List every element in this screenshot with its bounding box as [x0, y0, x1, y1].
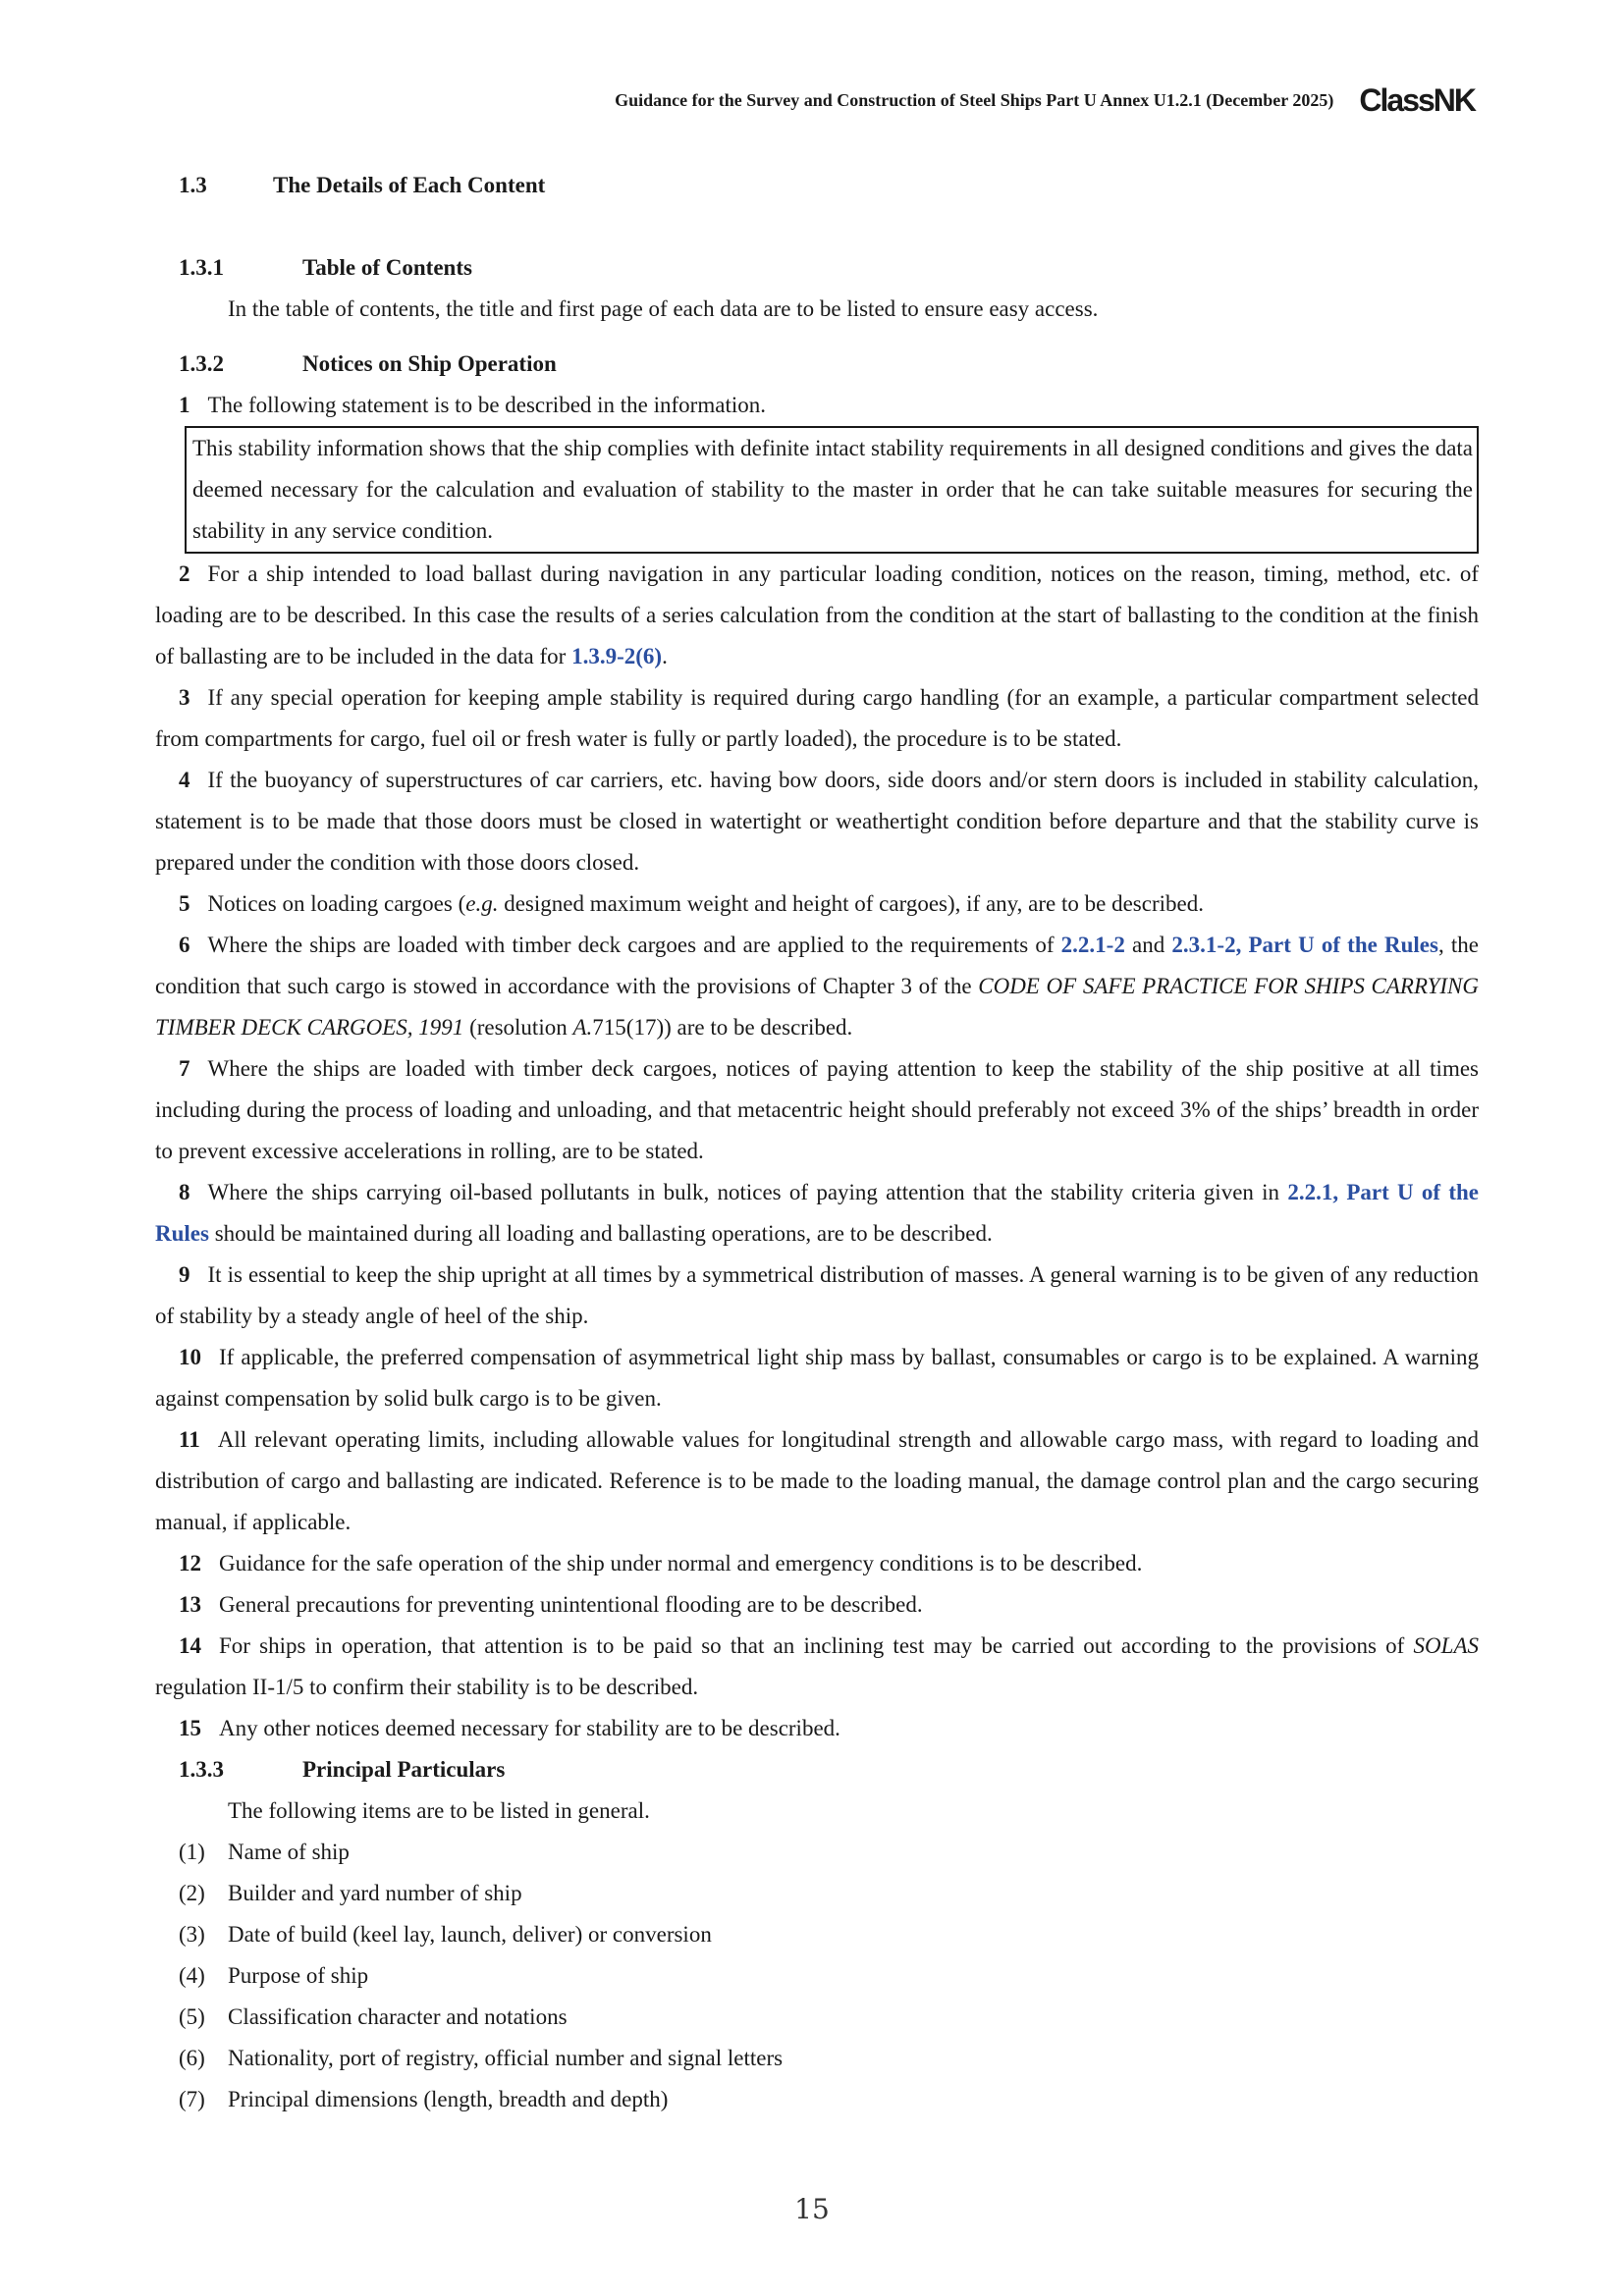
- item-number: 13: [179, 1592, 201, 1617]
- item-number: 8: [179, 1180, 190, 1204]
- item-number: 14: [179, 1633, 201, 1658]
- item-number: 2: [179, 561, 190, 586]
- paragraph-item-1: 1 The following statement is to be described in the information.: [155, 385, 1479, 426]
- page-header: [0, 82, 1475, 119]
- principal-particulars-intro: The following items are to be listed in general.: [228, 1798, 650, 1823]
- cross-reference-link[interactable]: 2.3.1-2, Part U of the Rules: [1171, 933, 1438, 957]
- item-number: 6: [179, 933, 190, 957]
- subsection-heading-1-3-3: [179, 1749, 1479, 1790]
- paragraph-item-7: 7 Where the ships are loaded with timber deck cargoes, notices of paying attention to keep the stability of the ship positive at all times including during the process of loading and unloading, and that metacentric height should preferably not exceed 3% of the ships’ breadth in order to prevent excessive accelerations in rolling, are to be stated.: [155, 1048, 1479, 1172]
- subsection-number: 1.3.2: [179, 351, 224, 376]
- paragraph-item-5: 5 Notices on loading cargoes (e.g. designed maximum weight and height of cargoes), if any, are to be described.: [155, 883, 1479, 925]
- subsection-number: 1.3.3: [179, 1757, 224, 1782]
- cross-reference-link[interactable]: 2.2.1-2: [1060, 933, 1125, 957]
- subsection-heading-1-3-2: [179, 344, 1479, 385]
- section-heading: [179, 165, 1479, 206]
- list-item: (6) Nationality, port of registry, official number and signal letters: [179, 2046, 784, 2070]
- subsection-title: Table of Contents: [302, 255, 472, 280]
- item-number: 5: [179, 891, 190, 916]
- item-number: 1: [179, 393, 190, 417]
- boxed-statement: This stability information shows that the ship complies with definite intact stability requirements in all designed conditions and gives the data deemed necessary for the calculation and evaluation of stability to the master in order that he can take suitable measures for securing the stability in any service condition.: [192, 436, 1473, 543]
- paragraph-item-2: 2 For a ship intended to load ballast during navigation in any particular loading condition, notices on the reason, timing, method, etc. of loading are to be described. In this case the results of a series calculation from the condition at the start of ballasting to the condition at the finish of ballasting are to be included in the data for 1.3.9-2(6).: [155, 554, 1479, 677]
- stability-statement-box: [185, 426, 1479, 554]
- list-item: (3) Date of build (keel lay, launch, deliver) or conversion: [179, 1922, 712, 1947]
- paragraph-item-3: 3 If any special operation for keeping ample stability is required during cargo handling (for an example, a particular compartment selected from compartments for cargo, fuel oil or fresh water is fully or partly loaded), the procedure is to be stated.: [155, 677, 1479, 760]
- page-number: 15: [794, 2193, 830, 2225]
- document-body: [155, 165, 1479, 2120]
- principal-particulars-list: [155, 1832, 1479, 2120]
- section-title: The Details of Each Content: [273, 173, 546, 197]
- paragraph-item-12: 12 Guidance for the safe operation of the ship under normal and emergency conditions is to be described.: [155, 1543, 1479, 1584]
- item-number: 12: [179, 1551, 201, 1575]
- item-number: 15: [179, 1716, 201, 1740]
- list-item: (5) Classification character and notations: [179, 2004, 568, 2029]
- subsection-title: Notices on Ship Operation: [302, 351, 557, 376]
- paragraph-item-6: 6 Where the ships are loaded with timber deck cargoes and are applied to the requirements of 2.2.1-2 and 2.3.1-2, Part U of the Rules, the condition that such cargo is stowed in accordance with the provisions of Chapter 3 of the CODE OF SAFE PRACTICE FOR SHIPS CARRYING TIMBER DECK CARGOES, 1991 (resolution A.715(17)) are to be described.: [155, 925, 1479, 1048]
- cross-reference-link[interactable]: 2.2.1, Part U of the Rules: [155, 1180, 1479, 1246]
- item-number: 4: [179, 768, 190, 792]
- item-number: 7: [179, 1056, 190, 1081]
- item-number: 9: [179, 1262, 190, 1287]
- paragraph-item-11: 11 All relevant operating limits, including allowable values for longitudinal strength and allowable cargo mass, with regard to loading and distribution of cargo and ballasting are indicated. Reference is to be made to the loading manual, the damage control plan and the cargo securing manual, if applicable.: [155, 1419, 1479, 1543]
- paragraph-item-14: 14 For ships in operation, that attention is to be paid so that an inclining test may be carried out according to the provisions of SOLAS regulation II-1/5 to confirm their stability is to be described.: [155, 1626, 1479, 1708]
- subsection-number: 1.3.1: [179, 255, 224, 280]
- subsection-heading-1-3-1: [179, 247, 1479, 289]
- paragraph-item-13: 13 General precautions for preventing unintentional flooding are to be described.: [155, 1584, 1479, 1626]
- section-number: 1.3: [179, 173, 207, 197]
- paragraph-item-15: 15 Any other notices deemed necessary for stability are to be described.: [155, 1708, 1479, 1749]
- paragraph-item-10: 10 If applicable, the preferred compensation of asymmetrical light ship mass by ballast, consumables or cargo is to be explained. A warning against compensation by solid bulk cargo is to be given.: [155, 1337, 1479, 1419]
- item-number: 3: [179, 685, 190, 710]
- paragraph-item-4: 4 If the buoyancy of superstructures of car carriers, etc. having bow doors, side doors and/or stern doors is included in stability calculation, statement is to be made that those doors must be closed in watertight or weathertight condition before departure and that the stability curve is prepared under the condition with those doors closed.: [155, 760, 1479, 883]
- list-item: (1) Name of ship: [179, 1840, 350, 1864]
- list-item: (7) Principal dimensions (length, breadth and depth): [179, 2087, 669, 2111]
- paragraph-item-8: 8 Where the ships carrying oil-based pollutants in bulk, notices of paying attention that the stability criteria given in 2.2.1, Part U of the Rules should be maintained during all loading and ballasting operations, are to be described.: [155, 1172, 1479, 1255]
- list-item: (4) Purpose of ship: [179, 1963, 369, 1988]
- classnk-logo: ClassNK: [1359, 82, 1475, 118]
- header-title: Guidance for the Survey and Construction of Steel Ships Part U Annex U1.2.1 (December 2025): [615, 90, 1334, 110]
- list-item: (2) Builder and yard number of ship: [179, 1881, 522, 1905]
- cross-reference-link[interactable]: 1.3.9-2(6): [571, 644, 663, 668]
- toc-paragraph: In the table of contents, the title and first page of each data are to be listed to ensure easy access.: [228, 296, 1099, 321]
- subsection-title: Principal Particulars: [302, 1757, 506, 1782]
- item-number: 11: [179, 1427, 200, 1452]
- item-number: 10: [179, 1345, 201, 1369]
- paragraph-item-9: 9 It is essential to keep the ship upright at all times by a symmetrical distribution of masses. A general warning is to be given of any reduction of stability by a steady angle of heel of the ship.: [155, 1255, 1479, 1337]
